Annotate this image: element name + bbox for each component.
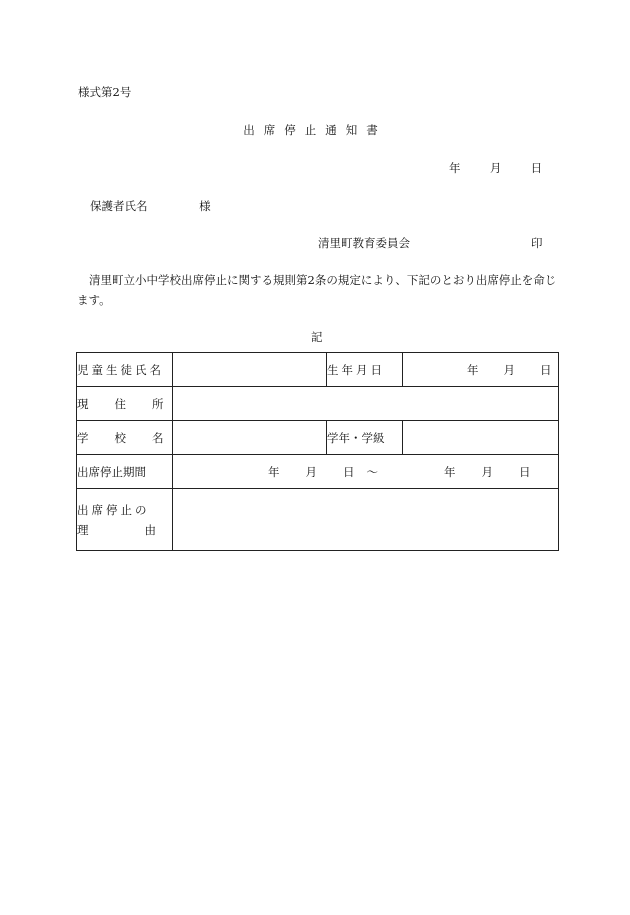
school-label: 学校名 (77, 421, 173, 455)
record-table (76, 352, 559, 551)
period-from-year: 年 (268, 464, 280, 479)
period-from-day: 日 (343, 464, 355, 479)
birthdate-day: 日 (540, 362, 552, 377)
address-label: 現住所 (77, 387, 173, 421)
reason-field[interactable] (173, 489, 559, 551)
guardian-label: 保護者氏名 (90, 199, 148, 213)
period-field[interactable] (173, 455, 559, 489)
guardian-line (90, 199, 211, 213)
seal-mark: 印 (531, 236, 543, 250)
reason-label-line2: 理由 (77, 522, 212, 537)
form-number: 様式第2号 (78, 85, 132, 99)
birthdate-field[interactable] (403, 353, 559, 387)
table-row (77, 353, 559, 387)
birthdate-label: 生年月日 (327, 353, 403, 387)
table-row (77, 387, 559, 421)
reason-label-line1: 出席停止の (77, 502, 150, 517)
period-to-year: 年 (444, 464, 456, 479)
reason-label (77, 489, 212, 551)
table-row (77, 421, 559, 455)
issuer-name: 清里町教育委員会 (318, 236, 410, 250)
notice-body-text: 清里町立小中学校出席停止に関する規則第2条の規定により、下記のとおり出席停止を命じます。 (77, 273, 557, 307)
period-separator: ～ (366, 464, 378, 479)
table-row (77, 455, 559, 489)
record-heading: 記 (311, 330, 323, 344)
issue-date-day: 日 (530, 161, 543, 175)
issue-date-line (449, 161, 542, 175)
period-to-month: 月 (481, 464, 493, 479)
address-field[interactable] (173, 387, 559, 421)
birthdate-month: 月 (503, 362, 515, 377)
grade-label: 学年・学級 (327, 421, 403, 455)
issue-date-year: 年 (449, 161, 461, 175)
student-name-label: 児童生徒氏名 (77, 353, 173, 387)
student-name-field[interactable] (173, 353, 327, 387)
period-from-month: 月 (305, 464, 317, 479)
period-to-day: 日 (519, 464, 531, 479)
guardian-suffix: 様 (199, 199, 211, 213)
period-label: 出席停止期間 (77, 455, 173, 489)
school-field[interactable] (173, 421, 327, 455)
table-row (77, 489, 559, 551)
issue-date-month: 月 (489, 161, 502, 175)
document-title: 出席停止通知書 (243, 123, 387, 137)
birthdate-year: 年 (467, 362, 479, 377)
grade-field[interactable] (403, 421, 559, 455)
